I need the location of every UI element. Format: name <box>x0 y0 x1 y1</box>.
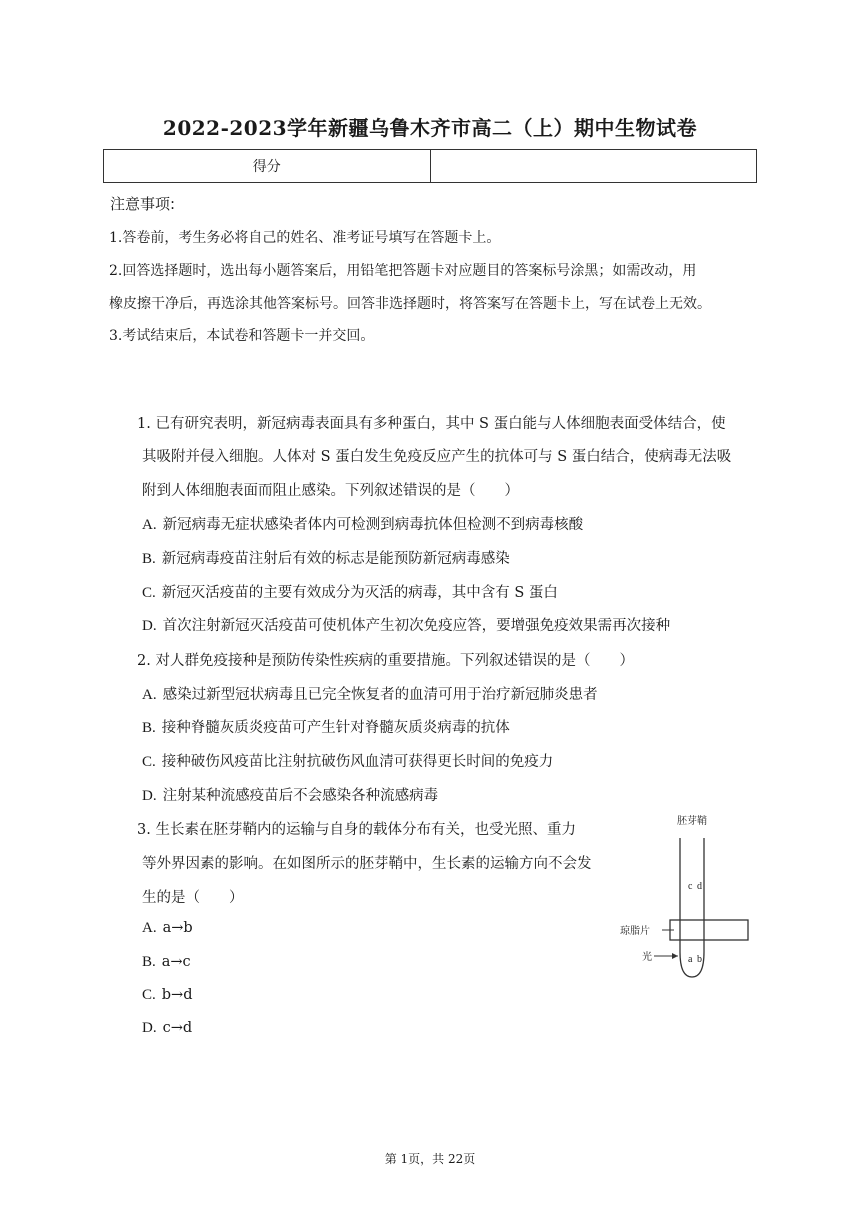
question-3-option-c <box>142 987 192 1004</box>
option-text: a→c <box>161 954 191 970</box>
question-2-option-a <box>142 683 598 704</box>
notice-heading: 注意事项: <box>110 195 176 213</box>
question-3-line: 生的是（ ） <box>142 890 244 906</box>
question-3-option-a <box>142 920 193 937</box>
question-2-option-c <box>142 750 553 771</box>
question-1-option-b <box>142 547 510 568</box>
option-text: 新冠灭活疫苗的主要有效成分为灭活的病毒，其中含有 S 蛋白 <box>161 585 558 601</box>
question-1-line: 附到人体细胞表面而阻止感染。下列叙述错误的是（ ） <box>142 483 519 499</box>
option-letter: C. <box>142 987 156 1003</box>
option-text: a→b <box>162 920 193 936</box>
page-footer: 第 1页，共 22页 <box>384 1152 476 1166</box>
option-letter: B. <box>142 954 156 970</box>
coleoptile-figure <box>608 812 768 992</box>
option-letter: A. <box>142 920 157 936</box>
option-text: c→d <box>162 1020 193 1036</box>
score-table <box>103 149 757 183</box>
option-letter: C. <box>142 754 156 770</box>
page-title: 2022-2023学年新疆乌鲁木齐市高二（上）期中生物试卷 <box>162 116 698 140</box>
option-letter: D. <box>142 618 157 634</box>
option-letter: A. <box>142 687 157 703</box>
point-a: a <box>688 954 693 965</box>
point-b: b <box>697 954 702 965</box>
light-arrowhead <box>672 953 678 959</box>
option-text: 接种脊髓灰质炎疫苗可产生针对脊髓灰质炎病毒的抗体 <box>161 720 510 736</box>
option-text: 感染过新型冠状病毒且已完全恢复者的血清可用于治疗新冠肺炎患者 <box>162 687 598 703</box>
score-label: 得分 <box>104 150 431 183</box>
option-letter: C. <box>142 585 156 601</box>
light-label: 光 <box>642 952 652 963</box>
question-1-option-a <box>142 513 583 534</box>
notice-line: 3.考试结束后，本试卷和答题卡一并交回。 <box>109 328 375 344</box>
notice-line: 2.回答选择题时，选出每小题答案后，用铅笔把答题卡对应题目的答案标号涂黑；如需改动，用 <box>109 263 697 279</box>
question-3-option-d <box>142 1020 192 1037</box>
point-c: c <box>688 881 693 892</box>
option-letter: B. <box>142 720 156 736</box>
option-letter: B. <box>142 551 156 567</box>
question-2-line: 2. 对人群免疫接种是预防传染性疾病的重要措施。下列叙述错误的是（ ） <box>137 653 634 669</box>
score-value-cell <box>430 150 757 183</box>
option-text: b→d <box>161 987 193 1003</box>
question-2-option-d <box>142 784 438 805</box>
question-3-option-b <box>142 954 191 971</box>
question-1-line: 1. 已有研究表明，新冠病毒表面具有多种蛋白，其中 S 蛋白能与人体细胞表面受体结合，使 <box>137 416 726 432</box>
question-3-line: 等外界因素的影响。在如图所示的胚芽鞘中，生长素的运输方向不会发 <box>142 856 592 872</box>
option-text: 注射某种流感疫苗后不会感染各种流感病毒 <box>162 788 439 804</box>
option-text: 新冠病毒疫苗注射后有效的标志是能预防新冠病毒感染 <box>161 551 510 567</box>
point-d: d <box>697 881 702 892</box>
question-1-line: 其吸附并侵入细胞。人体对 S 蛋白发生免疫反应产生的抗体可与 S 蛋白结合，使病毒无法吸 <box>142 449 732 465</box>
option-letter: D. <box>142 1020 157 1036</box>
option-letter: D. <box>142 788 157 804</box>
option-text: 接种破伤风疫苗比注射抗破伤风血清可获得更长时间的免疫力 <box>161 754 554 770</box>
agar-label: 琼脂片 <box>620 926 650 937</box>
notice-line: 1.答卷前，考生务必将自己的姓名、准考证号填写在答题卡上。 <box>109 230 501 246</box>
agar-block <box>670 920 748 940</box>
figure-title: 胚芽鞘 <box>677 816 707 827</box>
question-2-option-b <box>142 716 510 737</box>
option-letter: A. <box>142 517 157 533</box>
question-3-line: 3. 生长素在胚芽鞘内的运输与自身的载体分布有关，也受光照、重力 <box>137 822 576 838</box>
option-text: 首次注射新冠灭活疫苗可使机体产生初次免疫应答，要增强免疫效果需再次接种 <box>162 618 671 634</box>
question-1-option-d <box>142 614 670 635</box>
notice-line: 橡皮擦干净后，再选涂其他答案标号。回答非选择题时，将答案写在答题卡上，写在试卷上无效。 <box>109 296 711 312</box>
option-text: 新冠病毒无症状感染者体内可检测到病毒抗体但检测不到病毒核酸 <box>162 517 584 533</box>
question-1-option-c <box>142 581 558 602</box>
